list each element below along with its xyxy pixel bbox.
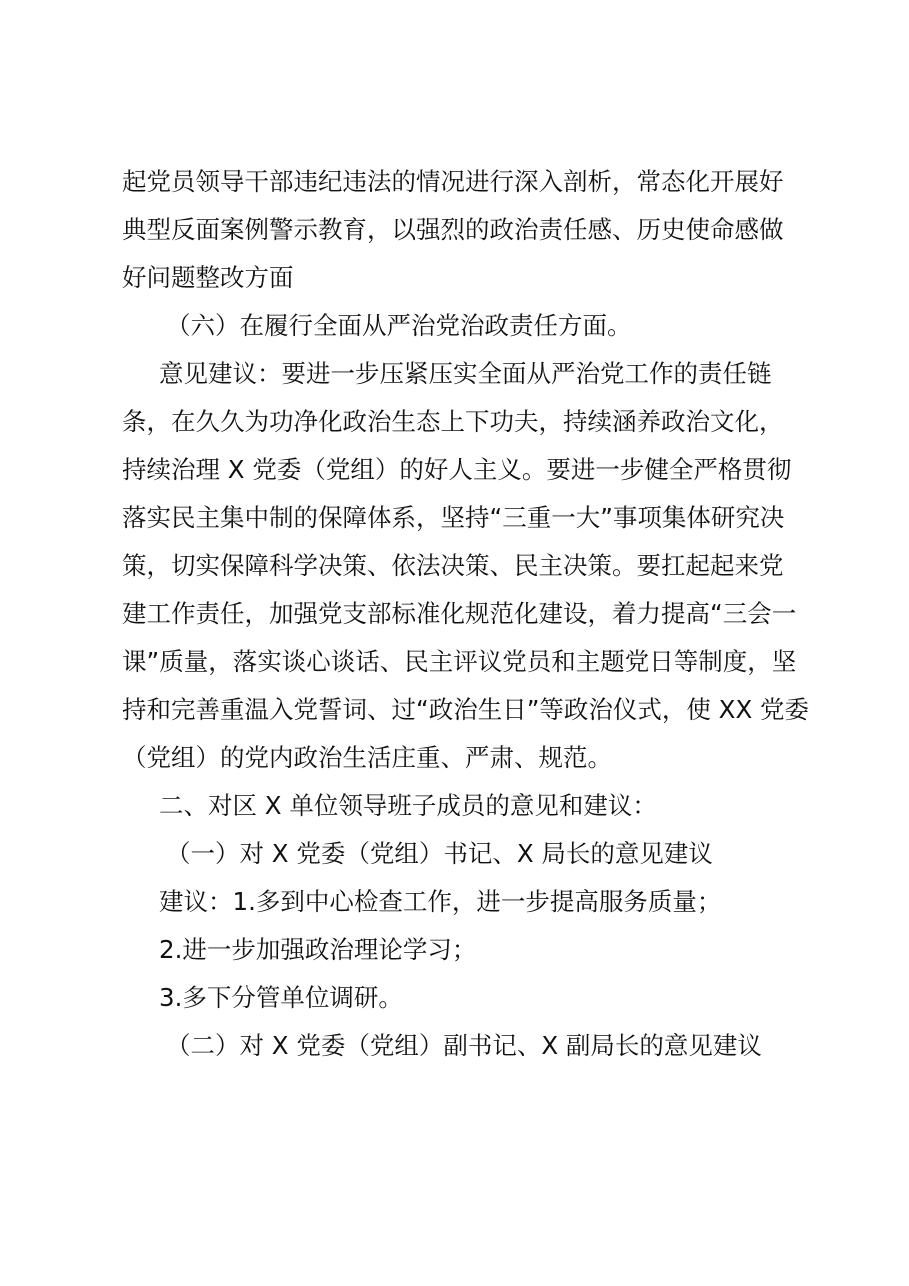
paragraph-line-11: 课”质量，落实谈心谈话、民主评议党员和主题党日等制度，坚 xyxy=(122,647,797,676)
suggestion-paragraph-start: 意见建议：要进一步压紧压实全面从严治党工作的责任链 xyxy=(159,359,772,388)
subsection-heading-1: （一）对 X 党委（党组）书记、X 局长的意见建议 xyxy=(166,839,713,868)
paragraph-line-10: 建工作责任，加强党支部标准化规范化建设，着力提高“三会一 xyxy=(122,599,797,628)
paragraph-line-9: 策，切实保障科学决策、依法决策、民主决策。要扛起起来党 xyxy=(122,551,784,580)
paragraph-line-3: 好问题整改方面 xyxy=(122,263,294,292)
section-heading-2: 二、对区 X 单位领导班子成员的意见和建议： xyxy=(159,791,657,820)
subsection-heading-2: （二）对 X 党委（党组）副书记、X 副局长的意见建议 xyxy=(166,1031,762,1060)
suggestion-item-2: 2.进一步加强政治理论学习； xyxy=(159,935,477,964)
paragraph-line-1: 起党员领导干部违纪违法的情况进行深入剖析，常态化开展好 xyxy=(122,167,784,196)
suggestion-item-1: 建议：1.多到中心检查工作，进一步提高服务质量； xyxy=(159,887,722,916)
paragraph-line-2: 典型反面案例警示教育，以强烈的政治责任感、历史使命感做 xyxy=(122,215,784,244)
paragraph-line-7: 持续治理 X 党委（党组）的好人主义。要进一步健全严格贯彻 xyxy=(122,455,792,484)
paragraph-line-6: 条，在久久为功净化政治生态上下功夫，持续涵养政治文化， xyxy=(122,407,784,436)
paragraph-line-8: 落实民主集中制的保障体系，坚持“三重一大”事项集体研究决 xyxy=(122,503,785,532)
section-heading-6: （六）在履行全面从严治党治政责任方面。 xyxy=(166,311,632,340)
document-body xyxy=(122,158,810,1070)
suggestion-item-3: 3.多下分管单位调研。 xyxy=(159,983,403,1012)
paragraph-line-12: 持和完善重温入党誓词、过“政治生日”等政治仪式，使 XX 党委 xyxy=(122,695,810,724)
paragraph-line-13: （党组）的党内政治生活庄重、严肃、规范。 xyxy=(122,743,612,772)
